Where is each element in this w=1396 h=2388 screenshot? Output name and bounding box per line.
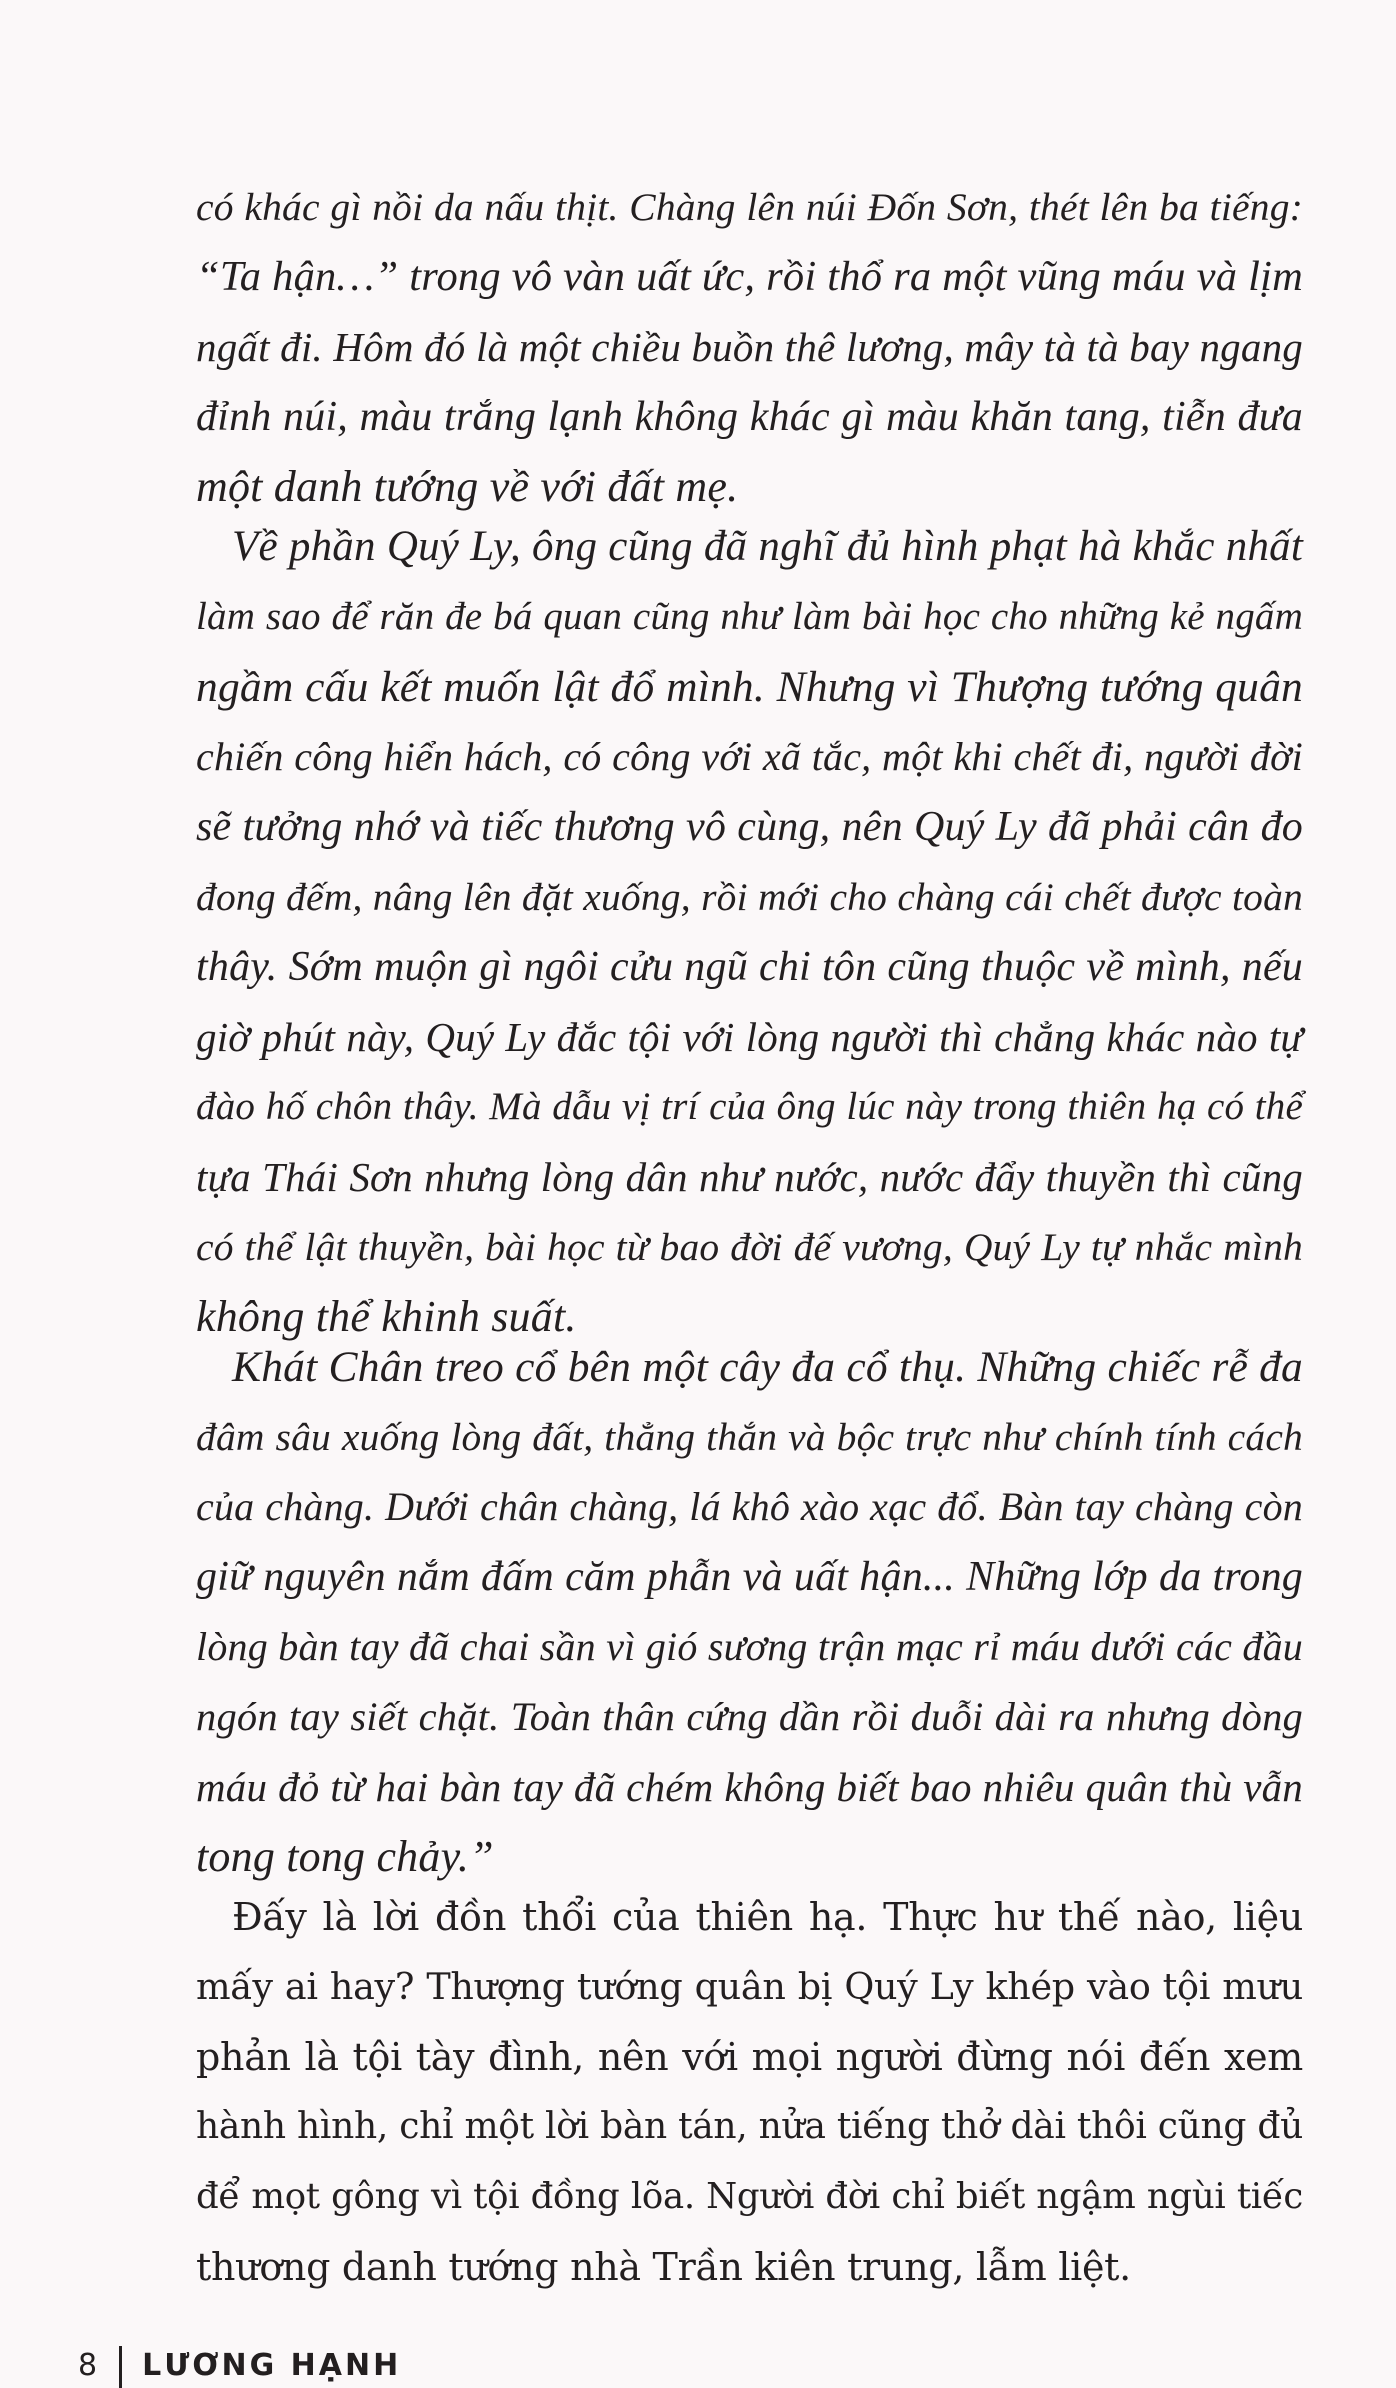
text-line: ngầm cấu kết muốn lật đổ mình. Nhưng vì Thượng tướng quân (196, 663, 1303, 711)
text-line: lòng bàn tay đã chai sần vì gió sương trận mạc rỉ máu dưới các đầu (196, 1624, 1303, 1669)
text-line: sẽ tưởng nhớ và tiếc thương vô cùng, nên Quý Ly đã phải cân đo (196, 804, 1303, 850)
text-line: đong đếm, nâng lên đặt xuống, rồi mới cho chàng cái chết được toàn (196, 875, 1303, 919)
text-line: đâm sâu xuống lòng đất, thẳng thắn và bộc trực như chính tính cách (196, 1415, 1303, 1459)
text-line: thương danh tướng nhà Trần kiên trung, lẫm liệt. (196, 2245, 1131, 2289)
text-line: chiến công hiển hách, có công với xã tắc, một khi chết đi, người đời (196, 734, 1303, 779)
text-line: có thể lật thuyền, bài học từ bao đời đế vương, Quý Ly tự nhắc mình (196, 1225, 1303, 1269)
text-line: để mọt gông vì tội đồng lõa. Người đời chỉ biết ngậm ngùi tiếc (196, 2176, 1303, 2217)
text-line: Đấy là lời đồn thổi của thiên hạ. Thực hư thế nào, liệu (232, 1895, 1303, 1939)
text-line: Khát Chân treo cổ bên một cây đa cổ thụ. Những chiếc rễ đa (232, 1343, 1303, 1391)
text-line: không thể khinh suất. (196, 1292, 577, 1341)
text-line: tong tong chảy.” (196, 1832, 494, 1881)
text-line: của chàng. Dưới chân chàng, lá khô xào xạc đổ. Bàn tay chàng còn (196, 1484, 1303, 1529)
text-line: phản là tội tày đình, nên với mọi người đừng nói đến xem (196, 2035, 1303, 2079)
text-line: máu đỏ từ hai bàn tay đã chém không biết bao nhiêu quân thù vẫn (196, 1764, 1303, 1810)
text-line: giờ phút này, Quý Ly đắc tội với lòng người thì chẳng khác nào tự (196, 1014, 1303, 1060)
text-line: đào hố chôn thây. Mà dẫu vị trí của ông lúc này trong thiên hạ có thể (196, 1085, 1303, 1128)
text-line: có khác gì nồi da nấu thịt. Chàng lên núi Đốn Sơn, thét lên ba tiếng: (196, 185, 1303, 229)
text-line: một danh tướng về với đất mẹ. (196, 462, 739, 511)
text-line: “Ta hận…” trong vô vàn uất ức, rồi thổ ra một vũng máu và lịm (196, 253, 1303, 300)
text-line: làm sao để răn đe bá quan cũng như làm bài học cho những kẻ ngấm (196, 595, 1303, 638)
text-line: thây. Sớm muộn gì ngôi cửu ngũ chi tôn cũng thuộc về mình, nếu (196, 944, 1303, 990)
footer-divider (119, 2346, 122, 2388)
text-line: tựa Thái Sơn nhưng lòng dân như nước, nước đẩy thuyền thì cũng (196, 1154, 1303, 1200)
page-footer (78, 2346, 401, 2386)
running-title: LƯƠNG HẠNH (142, 2348, 402, 2383)
text-line: hành hình, chỉ một lời bàn tán, nửa tiếng thở dài thôi cũng đủ (196, 2106, 1303, 2147)
text-line: giữ nguyên nắm đấm căm phẫn và uất hận... Những lớp da trong (196, 1554, 1303, 1600)
text-line: ngón tay siết chặt. Toàn thân cứng dần rồi duỗi dài ra nhưng dòng (196, 1694, 1303, 1739)
text-line: Về phần Quý Ly, ông cũng đã nghĩ đủ hình phạt hà khắc nhất (232, 523, 1303, 570)
page-number: 8 (78, 2348, 98, 2383)
text-line: ngất đi. Hôm đó là một chiều buồn thê lương, mây tà tà bay ngang (196, 324, 1303, 370)
text-line: đỉnh núi, màu trắng lạnh không khác gì màu khăn tang, tiễn đưa (196, 394, 1303, 440)
text-line: mấy ai hay? Thượng tướng quân bị Quý Ly khép vào tội mưu (196, 1965, 1303, 2008)
